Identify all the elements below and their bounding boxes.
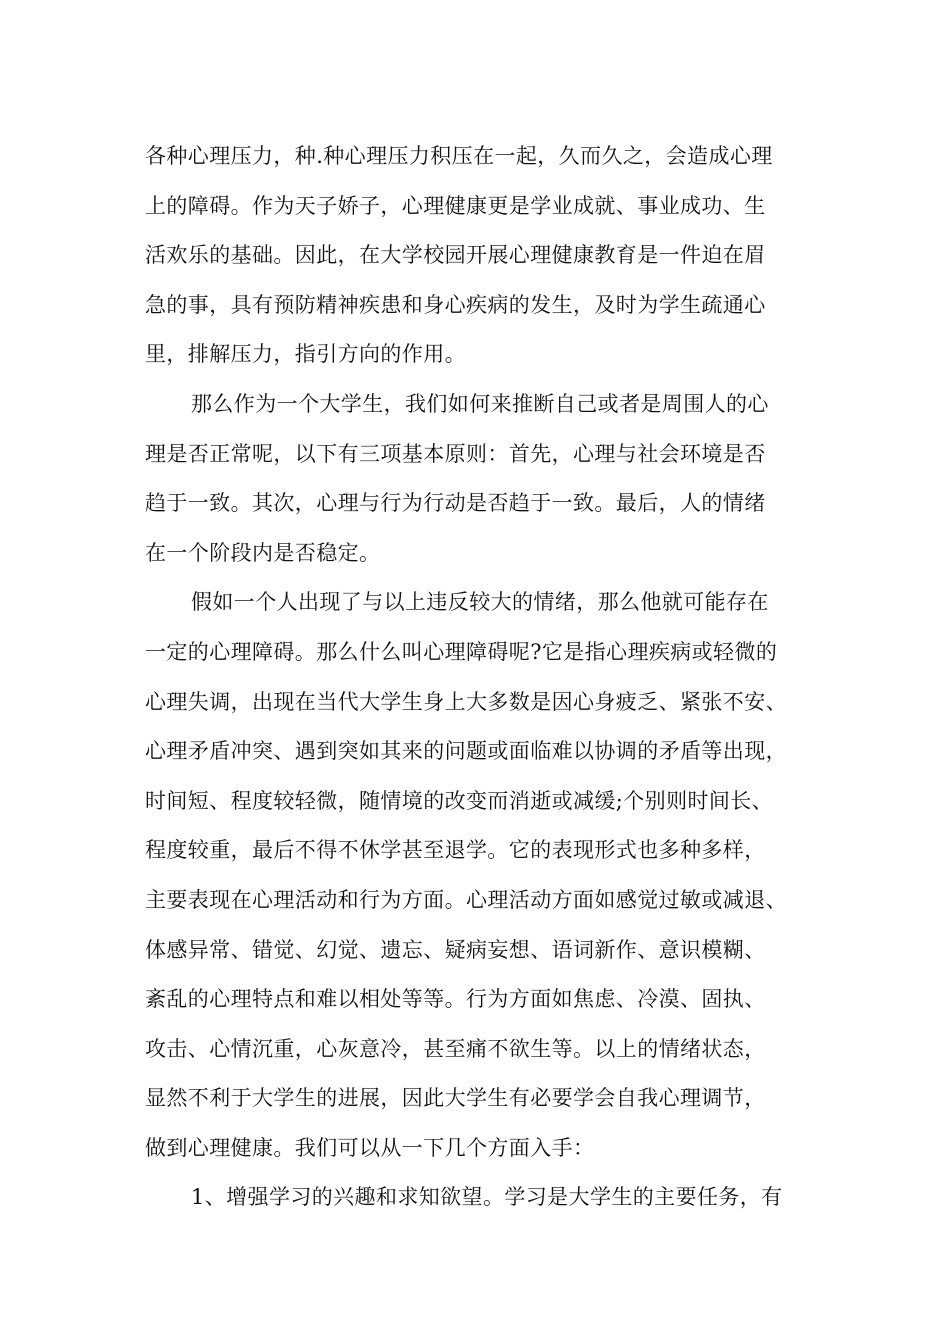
text-line: 上的障碍。作为天子娇子，心理健康更是学业成就、事业成功、生 (145, 193, 766, 218)
text-line: 体感异常、错觉、幻觉、遗忘、疑病妄想、语词新作、意识模糊、 (145, 937, 766, 962)
text-line: 理是否正常呢，以下有三项基本原则：首先，心理与社会环境是否 (145, 441, 766, 466)
text-line: 在一个阶段内是否稳定。 (145, 540, 381, 565)
text-line: 急的事，具有预防精神疾患和身心疾病的发生，及时为学生疏通心 (145, 292, 766, 317)
text-line: 显然不利于大学生的进展，因此大学生有必要学会自我心理调节， (145, 1086, 766, 1111)
text-line: 一定的心理障碍。那么什么叫心理障碍呢?它是指心理疾病或轻微的 (145, 639, 778, 664)
text-line: 心理矛盾冲突、遇到突如其来的问题或面临难以协调的矛盾等出现， (145, 739, 787, 764)
text-line: 攻击、心情沉重，心灰意冷，甚至痛不欲生等。以上的情绪状态， (145, 1036, 766, 1061)
text-line: 紊乱的心理特点和难以相处等等。行为方面如焦虑、冷漠、固执、 (145, 987, 766, 1012)
text-line: 趋于一致。其次，心理与行为行动是否趋于一致。最后，人的情绪 (145, 491, 766, 516)
text-line: 做到心理健康。我们可以从一下几个方面入手： (145, 1135, 595, 1160)
text-line: 里，排解压力，指引方向的作用。 (145, 342, 466, 367)
text-line: 时间短、程度较轻微，随情境的改变而消逝或减缓;个别则时间长、 (145, 788, 774, 813)
text-line: 心理失调，出现在当代大学生身上大多数是因心身疲乏、紧张不安、 (145, 689, 787, 714)
body-text (145, 132, 835, 1223)
text-line: 各种心理压力，种.种心理压力积压在一起，久而久之，会造成心理 (145, 144, 773, 168)
paragraph-first-line: 1、增强学习的兴趣和求知欲望。学习是大学生的主要任务，有 (191, 1185, 783, 1210)
paragraph-first-line: 那么作为一个大学生，我们如何来推断自己或者是周围人的心 (191, 391, 769, 416)
text-line: 主要表现在心理活动和行为方面。心理活动方面如感觉过敏或减退、 (145, 887, 787, 912)
text-line: 程度较重，最后不得不休学甚至退学。它的表现形式也多种多样， (145, 838, 766, 863)
paragraph-first-line: 假如一个人出现了与以上违反较大的情绪，那么他就可能存在 (191, 590, 769, 615)
text-line: 活欢乐的基础。因此，在大学校园开展心理健康教育是一件迫在眉 (145, 243, 766, 268)
